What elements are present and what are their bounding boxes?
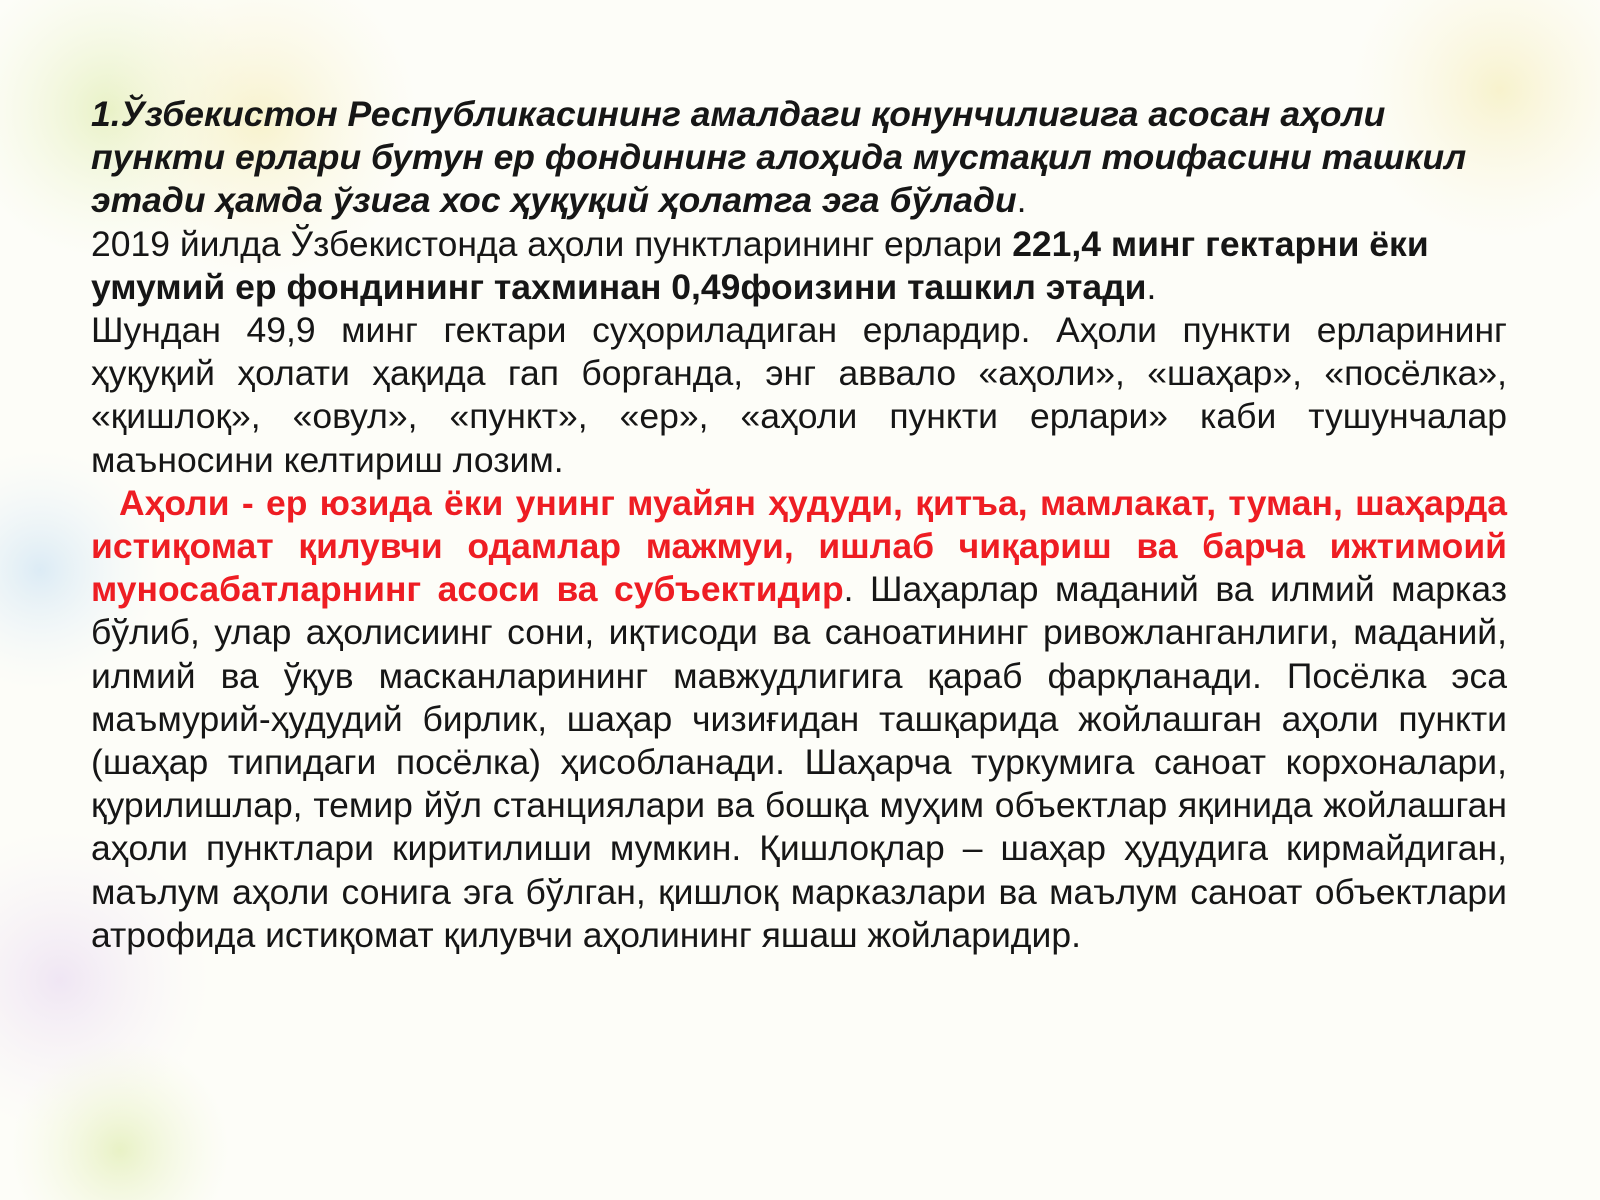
paragraph-legal-basis — [91, 93, 1507, 223]
statistics-figures: 221,4 минг гектарни ёки умумий ер фондининг тахминан 0,49фоизини ташкил этади — [91, 223, 1429, 307]
population-definition: Аҳоли - ер юзида ёки унинг муайян ҳудуди, қитъа, мамлакат, туман, шаҳарда истиқомат қилувчи одамлар мажмуи, ишлаб чиқариш ва барча ижтимоий муносабатларнинг асоси ва субъектидир — [91, 482, 1507, 610]
statistics-lead: 2019 йилда Ўзбекистонда аҳоли пунктларининг ерлари — [91, 223, 1013, 264]
settlement-types-text: . Шаҳарлар маданий ва илмий марказ бўлиб, улар аҳолисиинг сони, иқтисоди ва саноатининг ривожланганлиги, маданий, илмий ва ўқув масканларининг мавжудлигига қараб фарқланади. Посёлка эса маъмурий-ҳудудий бирлик, шаҳар чизиғидан ташқарида жойлашган аҳоли пункти (шаҳар типидаги посёлка) ҳисобланади. Шаҳарча туркумига саноат корхоналари, қурилишлар, темир йўл станциялари ва бошқа муҳим объектлар яқинида жойлашган аҳоли пунктлари киритилиши мумкин. Қишлоқлар – шаҳар ҳудудига кирмайдиган, маълум аҳоли сонига эга бўлган, қишлоқ марказлари ва маълум саноат объектлари атрофида истиқомат қилувчи аҳолининг яшаш жойларидир. — [91, 569, 1507, 955]
legal-basis-statement: 1.Ўзбекистон Республикасининг амалдаги қонунчилигига асосан аҳоли пункти ерлари бутун ер фондининг алоҳида мустақил тоифасини ташкил этади ҳамда ўзига хос ҳуқуқий ҳолатга эга бўлади — [91, 94, 1467, 221]
period: . — [1016, 180, 1027, 221]
paragraph-irrigated-land: Шундан 49,9 минг гектари суҳориладиган ерлардир. Аҳоли пункти ерларининг ҳуқуқий ҳолати ҳақида гап борганда, энг аввало «аҳоли», «шаҳар», «посёлка», «қишлоқ», «овул», «пункт», «ер», «аҳоли пункти ерлари» каби тушунчалар маъносини келтириш лозим. — [91, 310, 1507, 480]
paragraph-definitions — [91, 482, 1507, 957]
paragraph-statistics — [91, 223, 1507, 309]
slide-body — [91, 93, 1507, 957]
period: . — [1146, 266, 1157, 307]
